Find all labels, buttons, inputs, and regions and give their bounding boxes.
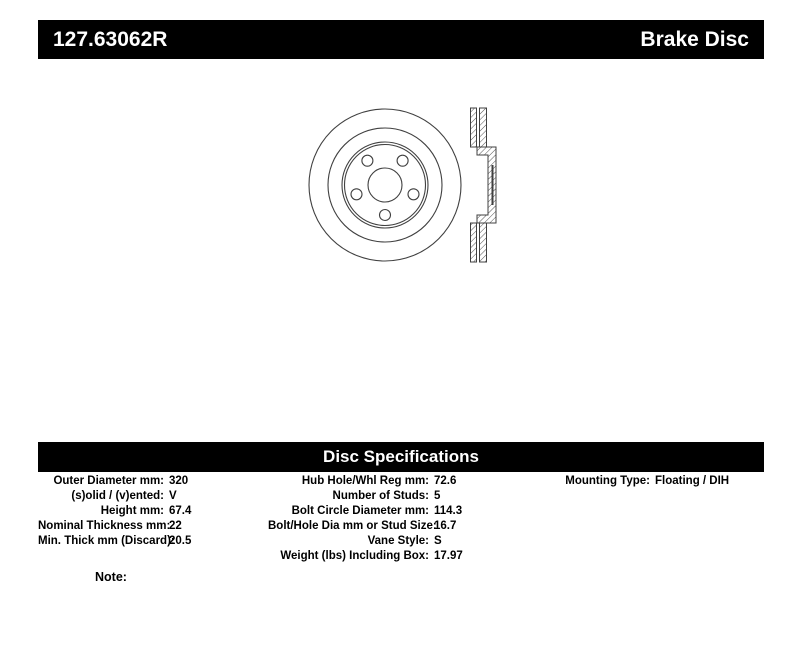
brake-disc-front-view — [309, 109, 461, 261]
stud-hole — [380, 210, 391, 221]
spec-column-left — [38, 474, 268, 564]
stud-hole — [362, 155, 373, 166]
spec-column-right — [538, 474, 764, 564]
spec-section-title: Disc Specifications — [323, 447, 479, 466]
spec-value: 17.97 — [434, 550, 463, 562]
rotor-plate-section — [480, 108, 487, 147]
spec-label: Mounting Type: — [565, 475, 650, 487]
spec-value: Floating / DIH — [655, 475, 730, 487]
part-number: 127.63062R — [53, 27, 168, 51]
friction-surface-inner-circle — [328, 128, 442, 242]
product-type-title: Brake Disc — [640, 27, 749, 51]
spec-value: 20.5 — [169, 535, 192, 547]
spec-row-vane-style — [268, 534, 538, 549]
spec-value: 72.6 — [434, 475, 457, 487]
spec-label: Height mm: — [100, 505, 164, 517]
spec-value: 67.4 — [169, 505, 192, 517]
spec-value: 114.3 — [434, 505, 463, 517]
spec-value: S — [434, 535, 442, 547]
spec-row-weight — [268, 549, 538, 564]
stud-holes — [351, 155, 419, 220]
spec-label: Bolt Circle Diameter mm: — [291, 505, 429, 517]
spec-label: Number of Studs: — [332, 490, 429, 502]
spec-columns — [38, 474, 764, 564]
header-bar — [38, 20, 764, 59]
stud-hole — [397, 155, 408, 166]
outer-diameter-circle — [309, 109, 461, 261]
spec-label: Hub Hole/Whl Reg mm: — [301, 475, 429, 487]
hub-center-hole — [368, 168, 402, 202]
spec-row-hub-hole — [268, 474, 538, 489]
spec-value: 320 — [169, 475, 189, 487]
spec-row-bolt-circle-diameter — [268, 504, 538, 519]
spec-row-mounting-type — [538, 474, 764, 489]
brake-disc-cross-section — [471, 108, 497, 262]
spec-value: 16.7 — [434, 520, 457, 532]
spec-row-height — [38, 504, 268, 519]
stud-hole — [408, 189, 419, 200]
hat-outer-circle — [342, 142, 428, 228]
spec-row-min-thickness — [38, 534, 268, 549]
spec-value: 5 — [434, 490, 441, 502]
spec-label: Nominal Thickness mm: — [38, 520, 171, 532]
spec-row-nominal-thickness — [38, 519, 268, 534]
spec-row-solid-vented — [38, 489, 268, 504]
stud-hole — [351, 189, 362, 200]
spec-label: Outer Diameter mm: — [53, 475, 164, 487]
spec-label: Min. Thick mm (Discard): — [38, 535, 175, 547]
spec-label: Bolt/Hole Dia mm or Stud Size: — [268, 520, 437, 532]
spec-label: Weight (lbs) Including Box: — [280, 550, 429, 562]
rotor-plate-section — [471, 223, 477, 262]
spec-row-bolt-hole-dia — [268, 519, 538, 534]
hat-inner-circle — [345, 145, 426, 226]
spec-column-middle — [268, 474, 538, 564]
rotor-plate-section — [480, 223, 487, 262]
spec-value: 22 — [169, 520, 182, 532]
rotor-plate-section — [471, 108, 477, 147]
spec-label: (s)olid / (v)ented: — [71, 490, 164, 502]
spec-label: Vane Style: — [367, 535, 429, 547]
spec-row-number-of-studs — [268, 489, 538, 504]
spec-section-header — [38, 442, 764, 472]
spec-row-outer-diameter — [38, 474, 268, 489]
note-label: Note: — [95, 570, 127, 584]
spec-value: V — [169, 490, 177, 502]
brake-disc-drawing — [290, 100, 510, 270]
